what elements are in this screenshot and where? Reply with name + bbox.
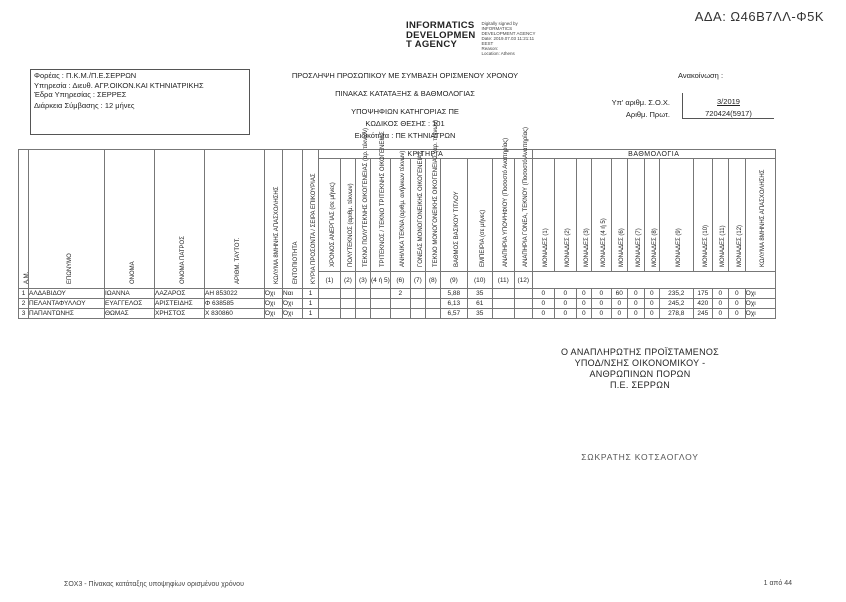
signatory-line: ΥΠΟΔ/ΝΣΗΣ ΟΙΚΟΝΟΜΙΚΟΥ - (574, 358, 706, 368)
cell-s8: 278,8 (659, 309, 693, 319)
col-s4 (591, 159, 611, 272)
col-c9-label: ΕΜΠΕΙΡΙΑ (σε μήνες) (479, 209, 486, 267)
cell-s3: 0 (576, 309, 591, 319)
col-father (155, 150, 205, 289)
signature-org (406, 21, 476, 50)
announcement-label: Ανακοίνωση : (678, 71, 724, 80)
cell-s5: 60 (611, 289, 627, 299)
col-c5 (390, 150, 410, 272)
cell-s9: 245 (693, 309, 712, 319)
cell-ent: Ναι (283, 289, 303, 299)
signatory-name: ΣΩΚΡΑΤΗΣ ΚΟΤΣΑΟΓΛΟΥ (581, 452, 699, 462)
cell-s5: 0 (611, 299, 627, 309)
cell-s7: 0 (644, 289, 659, 299)
cell-s2: 0 (554, 309, 576, 319)
cell-c9: 35 (467, 289, 492, 299)
announcement-values (682, 93, 774, 119)
sig-meta-line: Reason: (481, 46, 499, 51)
soh-label: Υπ' αριθμ. Σ.Ο.Χ. (611, 98, 670, 107)
col-number: (9) (440, 272, 467, 289)
col-c1-label: ΧΡΟΝΟΣ ΑΝΕΡΓΙΑΣ (σε μήνες) (329, 182, 336, 267)
cell-s4: 0 (591, 299, 611, 309)
col-number: (7) (410, 272, 425, 289)
signatory-line: Ο ΑΝΑΠΛΗΡΩΤΗΣ ΠΡΟΪΣΤΑΜΕΝΟΣ (560, 347, 720, 357)
sig-org-line: T AGENCY (406, 39, 458, 50)
cell-c3 (356, 299, 371, 309)
cell-c9: 61 (467, 299, 492, 309)
table-row (19, 299, 776, 309)
cell-c4 (371, 289, 391, 299)
cell-n: 2 (19, 299, 29, 309)
ada-code: ΑΔΑ: Ω46Β7ΛΛ-Φ5Κ (694, 9, 824, 24)
col-kolyma (265, 150, 283, 289)
cell-c11 (514, 309, 532, 319)
col-s6-label: ΜΟΝΑΔΕΣ (6) (619, 228, 626, 267)
cell-c2 (341, 299, 356, 309)
col-s8-label: ΜΟΝΑΔΕΣ (8) (651, 228, 658, 267)
col-c4-label: ΤΡΙΤΕΚΝΟΣ / ΤΕΚΝΟ ΤΡΙΤΕΚΝΗΣ ΟΙΚΟΓΕΝΕΙΑΣ (380, 131, 387, 267)
col-s1 (532, 159, 554, 272)
cell-s4: 0 (591, 309, 611, 319)
col-entopiotita-label: ΕΝΤΟΠΙΟΤΗΤΑ (292, 241, 299, 284)
col-s9-label: ΜΟΝΑΔΕΣ (9) (676, 228, 683, 267)
sig-meta-line: Location: Athens (481, 51, 515, 56)
col-s12-label: ΜΟΝΑΔΕΣ (12) (736, 224, 743, 267)
cell-c8: 6,13 (440, 299, 467, 309)
cell-c10 (492, 289, 514, 299)
cell-c5: 2 (390, 289, 410, 299)
cell-c7 (425, 289, 440, 299)
title-specialty: Ειδικότητα : ΠΕ ΚΤΗΝΙΑΤΡΩΝ (354, 131, 456, 140)
col-s1-label: ΜΟΝΑΔΕΣ (1) (543, 228, 550, 267)
col-s7 (627, 159, 644, 272)
table-row (19, 289, 776, 299)
cell-s1: 0 (532, 299, 554, 309)
col-c3-label: ΤΕΚΝΟ ΠΟΛΥΤΕΚΝΗΣ ΟΙΚΟΓΕΝΕΙΑΣ (αρ. τέκνων) (363, 128, 369, 267)
cell-last: Όχι (745, 289, 775, 299)
cell-s11: 0 (728, 289, 745, 299)
col-c2 (341, 159, 356, 272)
cell-s6: 0 (627, 309, 644, 319)
col-number: (6) (390, 272, 410, 289)
col-s10-label: ΜΟΝΑΔΕΣ (10) (702, 224, 709, 267)
cell-c9: 35 (467, 309, 492, 319)
cell-s2: 0 (554, 299, 576, 309)
cell-s11: 0 (728, 299, 745, 309)
sig-meta-line: DEVELOPMENT AGENCY (481, 31, 536, 36)
cell-s2: 0 (554, 289, 576, 299)
col-last (745, 159, 775, 272)
cell-c11 (514, 299, 532, 309)
cell-c6 (410, 309, 425, 319)
footer-doc-name: ΣΟΧ3 - Πίνακας κατάταξης υποψηφίων ορισμένου χρόνου (64, 581, 244, 588)
col-id (205, 150, 265, 289)
cell-last: Όχι (745, 299, 775, 309)
cell-s11: 0 (728, 309, 745, 319)
cell-kol: Όχι (265, 309, 283, 319)
protocol-value: 720424(5917) (705, 109, 752, 118)
col-c7 (425, 119, 440, 272)
protocol-label: Αριθμ. Πρωτ. (625, 110, 670, 119)
cell-c2 (341, 309, 356, 319)
duration-field: Διάρκεια Σύμβασης : 12 μήνες (34, 100, 135, 110)
col-s11-label: ΜΟΝΑΔΕΣ (11) (720, 225, 727, 267)
cell-k: 1 (303, 299, 319, 309)
cell-s5: 0 (611, 309, 627, 319)
cell-s6: 0 (627, 289, 644, 299)
cell-s10: 0 (712, 309, 728, 319)
cell-c7 (425, 309, 440, 319)
cell-c10 (492, 299, 514, 309)
cell-s3: 0 (576, 289, 591, 299)
col-s8 (644, 159, 659, 272)
col-c3 (356, 128, 371, 272)
col-c8-label: ΒΑΘΜΟΣ ΒΑΣΙΚΟΥ ΤΙΤΛΟΥ (453, 191, 460, 267)
group-criteria: ΚΡΙΤΗΡΙΑ (319, 150, 533, 159)
employer-info-box (30, 69, 250, 135)
digital-signature-stamp (406, 21, 535, 56)
announcement-fields (590, 97, 670, 121)
cell-s10: 0 (712, 299, 728, 309)
cell-k: 1 (303, 289, 319, 299)
cell-father: ΑΡΙΣΤΕΙΔΗΣ (155, 299, 205, 309)
col-s3-label: ΜΟΝΑΔΕΣ (3) (583, 228, 590, 267)
col-number: (2) (341, 272, 356, 289)
cell-id: ΑΗ 853022 (205, 289, 265, 299)
col-s3 (576, 159, 591, 272)
cell-id: Χ 830860 (205, 309, 265, 319)
cell-c1 (319, 309, 341, 319)
sig-org-line: DEVELOPMEN (406, 29, 476, 41)
scores-number-spacer (532, 272, 775, 289)
col-number: (4 ή 5) (371, 272, 391, 289)
cell-name: ΘΩΜΑΣ (105, 309, 155, 319)
col-id-label: ΑΡΙΘΜ. ΤΑΥΤΟΤ. (234, 237, 241, 284)
title-category: ΥΠΟΨΗΦΙΩΝ ΚΑΤΗΓΟΡΙΑΣ ΠΕ (351, 107, 459, 116)
sig-meta-line: EEST (481, 41, 494, 46)
col-s2-label: ΜΟΝΑΔΕΣ (2) (565, 228, 572, 267)
cell-surname: ΠΕΛΑΝΤΑΦΥΛΛΟΥ (29, 299, 105, 309)
cell-s6: 0 (627, 299, 644, 309)
col-s10 (693, 159, 712, 272)
sig-org-line: INFORMATICS (406, 20, 475, 31)
cell-c6 (410, 289, 425, 299)
cell-c11 (514, 289, 532, 299)
cell-last: Όχι (745, 309, 775, 319)
cell-c2 (341, 289, 356, 299)
cell-s7: 0 (644, 299, 659, 309)
cell-s8: 235,2 (659, 289, 693, 299)
sig-meta-line: INFORMATICS (481, 26, 513, 31)
col-kyria (303, 150, 319, 289)
service-field: Υπηρεσία : Διευθ. ΑΓΡ.ΟΙΚΟΝ.ΚΑΙ ΚΤΗΝΙΑΤΡΙΚΗΣ (34, 81, 204, 91)
col-kolyma-label: ΚΩΛΥΜΑ 8ΜΗΝΗΣ ΑΠΑΣΧΟΛΗΣΗΣ (273, 186, 280, 284)
col-c10 (492, 137, 514, 272)
cell-id: Φ 638585 (205, 299, 265, 309)
col-s11 (712, 159, 728, 272)
signature-meta (482, 21, 536, 56)
table-body (19, 289, 776, 319)
col-c11 (514, 127, 532, 272)
cell-s9: 420 (693, 299, 712, 309)
cell-ent: Όχι (283, 299, 303, 309)
title-position-code: ΚΩΔΙΚΟΣ ΘΕΣΗΣ : 101 (365, 119, 445, 128)
cell-c8: 5,88 (440, 289, 467, 299)
col-c11-label: ΑΝΑΠΗΡΙΑ ΓΟΝΕΑ, ΤΕΚΝΟΥ (Ποσοστό Αναπηρίας) (523, 127, 530, 267)
col-s7-label: ΜΟΝΑΔΕΣ (7) (635, 228, 642, 267)
col-am (19, 150, 29, 289)
col-c9 (467, 159, 492, 272)
cell-s8: 245,2 (659, 299, 693, 309)
cell-n: 1 (19, 289, 29, 299)
cell-n: 3 (19, 309, 29, 319)
cell-s7: 0 (644, 309, 659, 319)
col-c6-label: ΓΟΝΕΑΣ ΜΟΝΟΓΟΝΕΙΚΗΣ ΟΙΚΟΓΕΝΕΙΑΣ (417, 151, 424, 267)
col-name-label: ΟΝΟΜΑ (129, 261, 136, 284)
col-c7-label: ΤΕΚΝΟ ΜΟΝΟΓΟΝΕΙΚΗΣ ΟΙΚΟΓΕΝΕΙΑΣ (αρ. τέκνων) (432, 119, 439, 267)
col-c10-label: ΑΝΑΠΗΡΙΑ ΥΠΟΨΗΦΙΟΥ (Ποσοστό Αναπηρίας) (503, 137, 510, 267)
cell-c8: 6,57 (440, 309, 467, 319)
signatory-line: ΑΝΘΡΩΠΙΝΩΝ ΠΟΡΩΝ (589, 369, 691, 379)
page-number: 1 από 44 (763, 580, 792, 587)
col-surname (29, 150, 105, 289)
cell-name: ΙΩΑΝΝΑ (105, 289, 155, 299)
col-father-label: ΟΝΟΜΑ ΠΑΤΡΟΣ (179, 236, 186, 284)
col-c6 (410, 151, 425, 272)
cell-father: ΧΡΗΣΤΟΣ (155, 309, 205, 319)
signatory-title (530, 347, 750, 391)
cell-k: 1 (303, 309, 319, 319)
group-scores: ΒΑΘΜΟΛΟΓΙΑ (532, 150, 775, 159)
col-name (105, 150, 155, 289)
col-kyria-label: ΚΥΡΙΑ ΠΡΟΣΟΝΤΑ / ΣΕΙΡΑ ΕΠΙΚΟΥΡΙΑΣ (310, 173, 317, 284)
table-row (19, 309, 776, 319)
col-number: (3) (356, 272, 371, 289)
cell-c4 (371, 309, 391, 319)
sig-meta-line: Date: 2019.07.03 11:21:11 (481, 36, 535, 41)
cell-s10: 0 (712, 289, 728, 299)
cell-c3 (356, 309, 371, 319)
col-s9 (659, 159, 693, 272)
col-c1 (319, 159, 341, 272)
col-s4-label: ΜΟΝΑΔΕΣ (4 ή 5) (601, 218, 608, 267)
employer-field: Φορέας : Π.Κ.Μ./Π.Ε.ΣΕΡΡΩΝ (34, 71, 137, 80)
cell-kol: Όχι (265, 299, 283, 309)
signatory-line: Π.Ε. ΣΕΡΡΩΝ (609, 380, 671, 390)
col-number: (11) (492, 272, 514, 289)
col-s6 (611, 159, 627, 272)
col-number: (8) (425, 272, 440, 289)
col-surname-label: ΕΠΩΝΥΜΟ (66, 253, 73, 284)
cell-name: ΕΥΑΓΓΕΛΟΣ (105, 299, 155, 309)
cell-s1: 0 (532, 289, 554, 299)
title-hiring: ΠΡΟΣΛΗΨΗ ΠΡΟΣΩΠΙΚΟΥ ΜΕ ΣΥΜΒΑΣΗ ΟΡΙΣΜΕΝΟΥ ΧΡΟΝΟΥ (291, 71, 519, 80)
soh-value: 3/2019 (717, 97, 740, 106)
cell-c5 (390, 299, 410, 309)
col-am-label: Α.Μ. (23, 271, 30, 284)
col-c8 (440, 159, 467, 272)
cell-surname: ΑΛΔΑΒΙΔΟΥ (29, 289, 105, 299)
col-c4 (371, 131, 391, 272)
cell-c1 (319, 289, 341, 299)
cell-kol: Όχι (265, 289, 283, 299)
cell-s3: 0 (576, 299, 591, 309)
cell-c1 (319, 299, 341, 309)
col-number: (12) (514, 272, 532, 289)
col-last-label: ΚΩΛΥΜΑ 8ΜΗΝΗΣ ΑΠΑΣΧΟΛΗΣΗΣ (760, 169, 767, 267)
cell-s9: 175 (693, 289, 712, 299)
cell-s1: 0 (532, 309, 554, 319)
cell-c6 (410, 299, 425, 309)
sig-meta-line: Digitally signed by (481, 21, 518, 26)
col-c2-label: ΠΟΛΥΤΕΚΝΟΣ (αριθμ. τέκνων) (348, 183, 354, 267)
cell-surname: ΠΑΠΑΝΤΩΝΗΣ (29, 309, 105, 319)
cell-c4 (371, 299, 391, 309)
cell-ent: Όχι (283, 309, 303, 319)
col-number: (10) (467, 272, 492, 289)
col-entopiotita (283, 150, 303, 289)
title-table: ΠΙΝΑΚΑΣ ΚΑΤΑΤΑΞΗΣ & ΒΑΘΜΟΛΟΓΙΑΣ (335, 89, 475, 98)
cell-c10 (492, 309, 514, 319)
cell-c3 (356, 289, 371, 299)
cell-father: ΛΑΖΑΡΟΣ (155, 289, 205, 299)
col-number: (1) (319, 272, 341, 289)
col-s2 (554, 159, 576, 272)
seat-field: Έδρα Υπηρεσίας : ΣΕΡΡΕΣ (34, 90, 127, 100)
cell-s4: 0 (591, 289, 611, 299)
col-c5-label: ΑΝΗΛΙΚΑ ΤΕΚΝΑ (αριθμ. ανήλικων τέκνων) (400, 150, 407, 267)
col-s12 (728, 159, 745, 272)
cell-c7 (425, 299, 440, 309)
cell-c5 (390, 309, 410, 319)
document-titles (260, 71, 550, 140)
